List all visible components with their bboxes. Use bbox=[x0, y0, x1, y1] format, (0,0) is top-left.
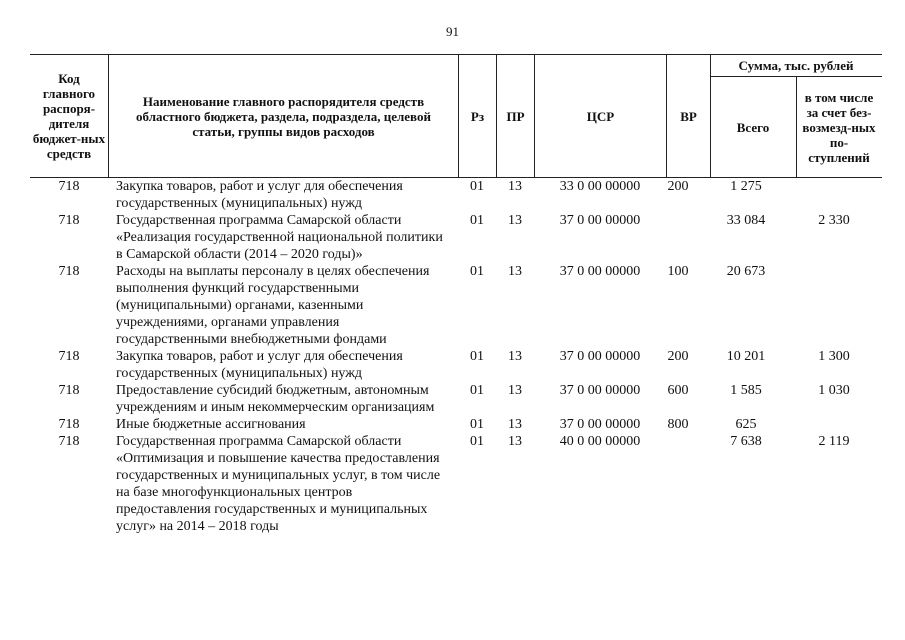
row-code: 718 bbox=[58, 383, 80, 398]
row-name: Закупка товаров, работ и услуг для обеспечения государственных (муниципальных) нужд bbox=[116, 179, 403, 211]
row-csr: 40 0 00 00000 bbox=[559, 434, 641, 449]
row-total: 10 201 bbox=[726, 349, 766, 364]
row-code: 718 bbox=[58, 264, 80, 279]
row-pr: 13 bbox=[508, 213, 522, 228]
row-total: 33 084 bbox=[726, 213, 766, 228]
row-rz: 01 bbox=[470, 179, 484, 194]
row-rz: 01 bbox=[470, 417, 484, 432]
row-total: 7 638 bbox=[730, 434, 762, 449]
row-vr: 200 bbox=[667, 349, 689, 364]
row-csr: 37 0 00 00000 bbox=[559, 383, 641, 398]
row-pr: 13 bbox=[508, 264, 522, 279]
row-rz: 01 bbox=[470, 349, 484, 364]
row-csr: 37 0 00 00000 bbox=[559, 213, 641, 228]
row-rz: 01 bbox=[470, 383, 484, 398]
header-rz: Рз bbox=[458, 54, 496, 178]
page-number: 91 bbox=[446, 24, 459, 39]
row-rz: 01 bbox=[470, 213, 484, 228]
table-header bbox=[30, 54, 882, 178]
header-vr: ВР bbox=[666, 54, 710, 178]
row-free: 2 330 bbox=[818, 213, 850, 228]
row-code: 718 bbox=[58, 179, 80, 194]
header-csr: ЦСР bbox=[534, 54, 666, 178]
row-total: 20 673 bbox=[726, 264, 766, 279]
header-pr: ПР bbox=[496, 54, 534, 178]
table-row bbox=[30, 348, 882, 382]
row-rz: 01 bbox=[470, 434, 484, 449]
row-name: Закупка товаров, работ и услуг для обеспечения государственных (муниципальных) нужд bbox=[116, 349, 403, 381]
header-sum: Сумма, тыс. рублей bbox=[738, 57, 854, 73]
table-row bbox=[30, 433, 882, 535]
header-free: в том числе за счет без-возмезд-ных по-ступлений bbox=[802, 89, 876, 165]
header-name: Наименование главного распорядителя средств областного бюджета, раздела, подраздела, целевой статьи, группы видов расходов bbox=[108, 54, 458, 178]
row-total: 625 bbox=[735, 417, 757, 432]
row-total: 1 275 bbox=[730, 179, 762, 194]
row-total: 1 585 bbox=[730, 383, 762, 398]
row-vr: 100 bbox=[667, 264, 689, 279]
row-pr: 13 bbox=[508, 349, 522, 364]
row-vr: 800 bbox=[667, 417, 689, 432]
row-csr: 37 0 00 00000 bbox=[559, 349, 641, 364]
row-code: 718 bbox=[58, 417, 80, 432]
table-row bbox=[30, 382, 882, 416]
row-name: Иные бюджетные ассигнования bbox=[116, 417, 306, 432]
row-code: 718 bbox=[58, 434, 80, 449]
row-pr: 13 bbox=[508, 383, 522, 398]
row-name: Предоставление субсидий бюджетным, автономным учреждениям и иным некоммерческим организациям bbox=[116, 383, 435, 415]
row-name: Государственная программа Самарской области «Реализация государственной национальной политики в Самарской области (2014 – 2020 годы)» bbox=[116, 213, 443, 262]
row-free: 1 300 bbox=[818, 349, 850, 364]
row-csr: 37 0 00 00000 bbox=[559, 264, 641, 279]
row-code: 718 bbox=[58, 349, 80, 364]
row-csr: 33 0 00 00000 bbox=[559, 179, 641, 194]
row-vr: 200 bbox=[667, 179, 689, 194]
row-free: 1 030 bbox=[818, 383, 850, 398]
table-row bbox=[30, 212, 882, 263]
row-name: Государственная программа Самарской области «Оптимизация и повышение качества предоставления государственных и муниципальных услуг, в том числе на базе многофункциональных центров предоставления государственных и муниципальных услуг» на 2014 – 2018 годы bbox=[116, 434, 441, 534]
row-code: 718 bbox=[58, 213, 80, 228]
header-total: Всего bbox=[736, 119, 770, 135]
table-row bbox=[30, 263, 882, 348]
header-code: Код главного распоря-дителя бюджет-ных средств bbox=[32, 71, 106, 161]
table-body bbox=[30, 178, 882, 535]
row-vr: 600 bbox=[667, 383, 689, 398]
row-free: 2 119 bbox=[818, 434, 850, 449]
row-name: Расходы на выплаты персоналу в целях обеспечения выполнения функций государственными (муниципальными) органами, казенными учреждениями, органами управления государственными внебюджетными фондами bbox=[116, 264, 430, 347]
row-pr: 13 bbox=[508, 417, 522, 432]
row-pr: 13 bbox=[508, 179, 522, 194]
table-row bbox=[30, 178, 882, 212]
row-pr: 13 bbox=[508, 434, 522, 449]
table-row bbox=[30, 416, 882, 433]
row-rz: 01 bbox=[470, 264, 484, 279]
row-csr: 37 0 00 00000 bbox=[559, 417, 641, 432]
